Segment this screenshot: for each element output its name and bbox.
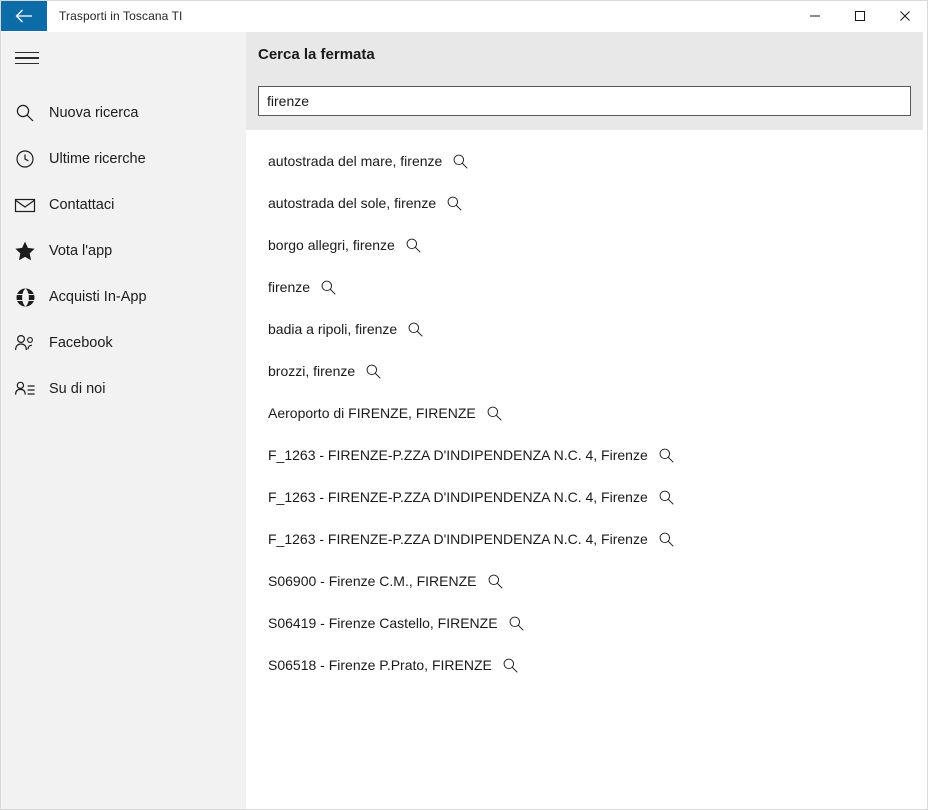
list-item[interactable] <box>246 224 923 266</box>
sidebar-item-label: Acquisti In-App <box>49 289 147 305</box>
list-item[interactable] <box>246 182 923 224</box>
maximize-icon <box>854 10 866 22</box>
window-body <box>1 32 927 809</box>
globe-icon <box>1 287 49 308</box>
search-icon[interactable] <box>365 363 382 380</box>
close-icon <box>899 10 911 22</box>
window-title: Trasporti in Toscana TI <box>59 9 183 23</box>
result-label: badia a ripoli, firenze <box>268 321 398 337</box>
result-label: F_1263 - FIRENZE-P.ZZA D'INDIPENDENZA N.C. 4, Firenze <box>268 531 648 547</box>
list-item[interactable] <box>246 434 923 476</box>
list-item[interactable] <box>246 350 923 392</box>
sidebar-item-label: Contattaci <box>49 197 115 213</box>
sidebar-item-su-di-noi[interactable] <box>1 366 246 412</box>
minimize-icon <box>809 10 821 22</box>
main-panel <box>246 32 923 809</box>
list-item[interactable] <box>246 392 923 434</box>
main-header <box>246 32 923 76</box>
search-results-list <box>246 130 923 809</box>
search-icon[interactable] <box>487 573 504 590</box>
sidebar-nav <box>1 90 246 412</box>
sidebar-item-label: Su di noi <box>49 381 106 397</box>
search-icon[interactable] <box>658 489 675 506</box>
search-icon[interactable] <box>486 405 503 422</box>
close-button[interactable] <box>882 1 927 31</box>
list-item[interactable] <box>246 602 923 644</box>
search-icon[interactable] <box>508 615 525 632</box>
list-item[interactable] <box>246 308 923 350</box>
sidebar-item-ultime-ricerche[interactable] <box>1 136 246 182</box>
search-icon[interactable] <box>658 531 675 548</box>
maximize-button[interactable] <box>837 1 882 31</box>
result-label: autostrada del sole, firenze <box>268 195 437 211</box>
sidebar-item-acquisti-in-app[interactable] <box>1 274 246 320</box>
result-label: S06518 - Firenze P.Prato, FIRENZE <box>268 657 492 673</box>
search-icon[interactable] <box>452 153 469 170</box>
sidebar-item-label: Ultime ricerche <box>49 151 146 167</box>
result-label: borgo allegri, firenze <box>268 237 395 253</box>
minimize-button[interactable] <box>792 1 837 31</box>
back-arrow-icon <box>14 8 34 24</box>
search-icon[interactable] <box>658 447 675 464</box>
clock-icon <box>1 149 49 169</box>
result-label: F_1263 - FIRENZE-P.ZZA D'INDIPENDENZA N.C. 4, Firenze <box>268 447 648 463</box>
sidebar-item-vota-lapp[interactable] <box>1 228 246 274</box>
list-item[interactable] <box>246 518 923 560</box>
result-label: firenze <box>268 279 311 295</box>
search-icon[interactable] <box>405 237 422 254</box>
mail-icon <box>1 195 49 215</box>
list-item[interactable] <box>246 266 923 308</box>
search-input[interactable] <box>258 86 911 116</box>
search-icon[interactable] <box>446 195 463 212</box>
hamburger-icon <box>15 48 39 69</box>
result-label: autostrada del mare, firenze <box>268 153 443 169</box>
result-label: Aeroporto di FIRENZE, FIRENZE <box>268 405 476 421</box>
sidebar-item-label: Nuova ricerca <box>49 105 139 121</box>
list-item[interactable] <box>246 644 923 686</box>
list-item[interactable] <box>246 140 923 182</box>
sidebar-item-facebook[interactable] <box>1 320 246 366</box>
sidebar-item-label: Facebook <box>49 335 113 351</box>
result-label: F_1263 - FIRENZE-P.ZZA D'INDIPENDENZA N.C. 4, Firenze <box>268 489 648 505</box>
search-icon[interactable] <box>407 321 424 338</box>
contact-info-icon <box>1 379 49 399</box>
scrollbar[interactable] <box>923 32 927 809</box>
search-icon[interactable] <box>320 279 337 296</box>
sidebar-item-contattaci[interactable] <box>1 182 246 228</box>
search-icon <box>1 103 49 123</box>
titlebar <box>1 1 927 32</box>
result-label: S06900 - Firenze C.M., FIRENZE <box>268 573 477 589</box>
result-label: brozzi, firenze <box>268 363 356 379</box>
search-icon[interactable] <box>502 657 519 674</box>
list-item[interactable] <box>246 476 923 518</box>
star-icon <box>1 240 49 262</box>
sidebar-item-label: Vota l'app <box>49 243 113 259</box>
search-area <box>246 76 923 130</box>
page-title: Cerca la fermata <box>258 45 375 63</box>
people-icon <box>1 333 49 353</box>
sidebar <box>1 32 246 809</box>
sidebar-item-nuova-ricerca[interactable] <box>1 90 246 136</box>
hamburger-menu-button[interactable] <box>1 38 246 78</box>
back-button[interactable] <box>1 1 47 31</box>
window-controls <box>792 1 927 31</box>
list-item[interactable] <box>246 560 923 602</box>
result-label: S06419 - Firenze Castello, FIRENZE <box>268 615 498 631</box>
